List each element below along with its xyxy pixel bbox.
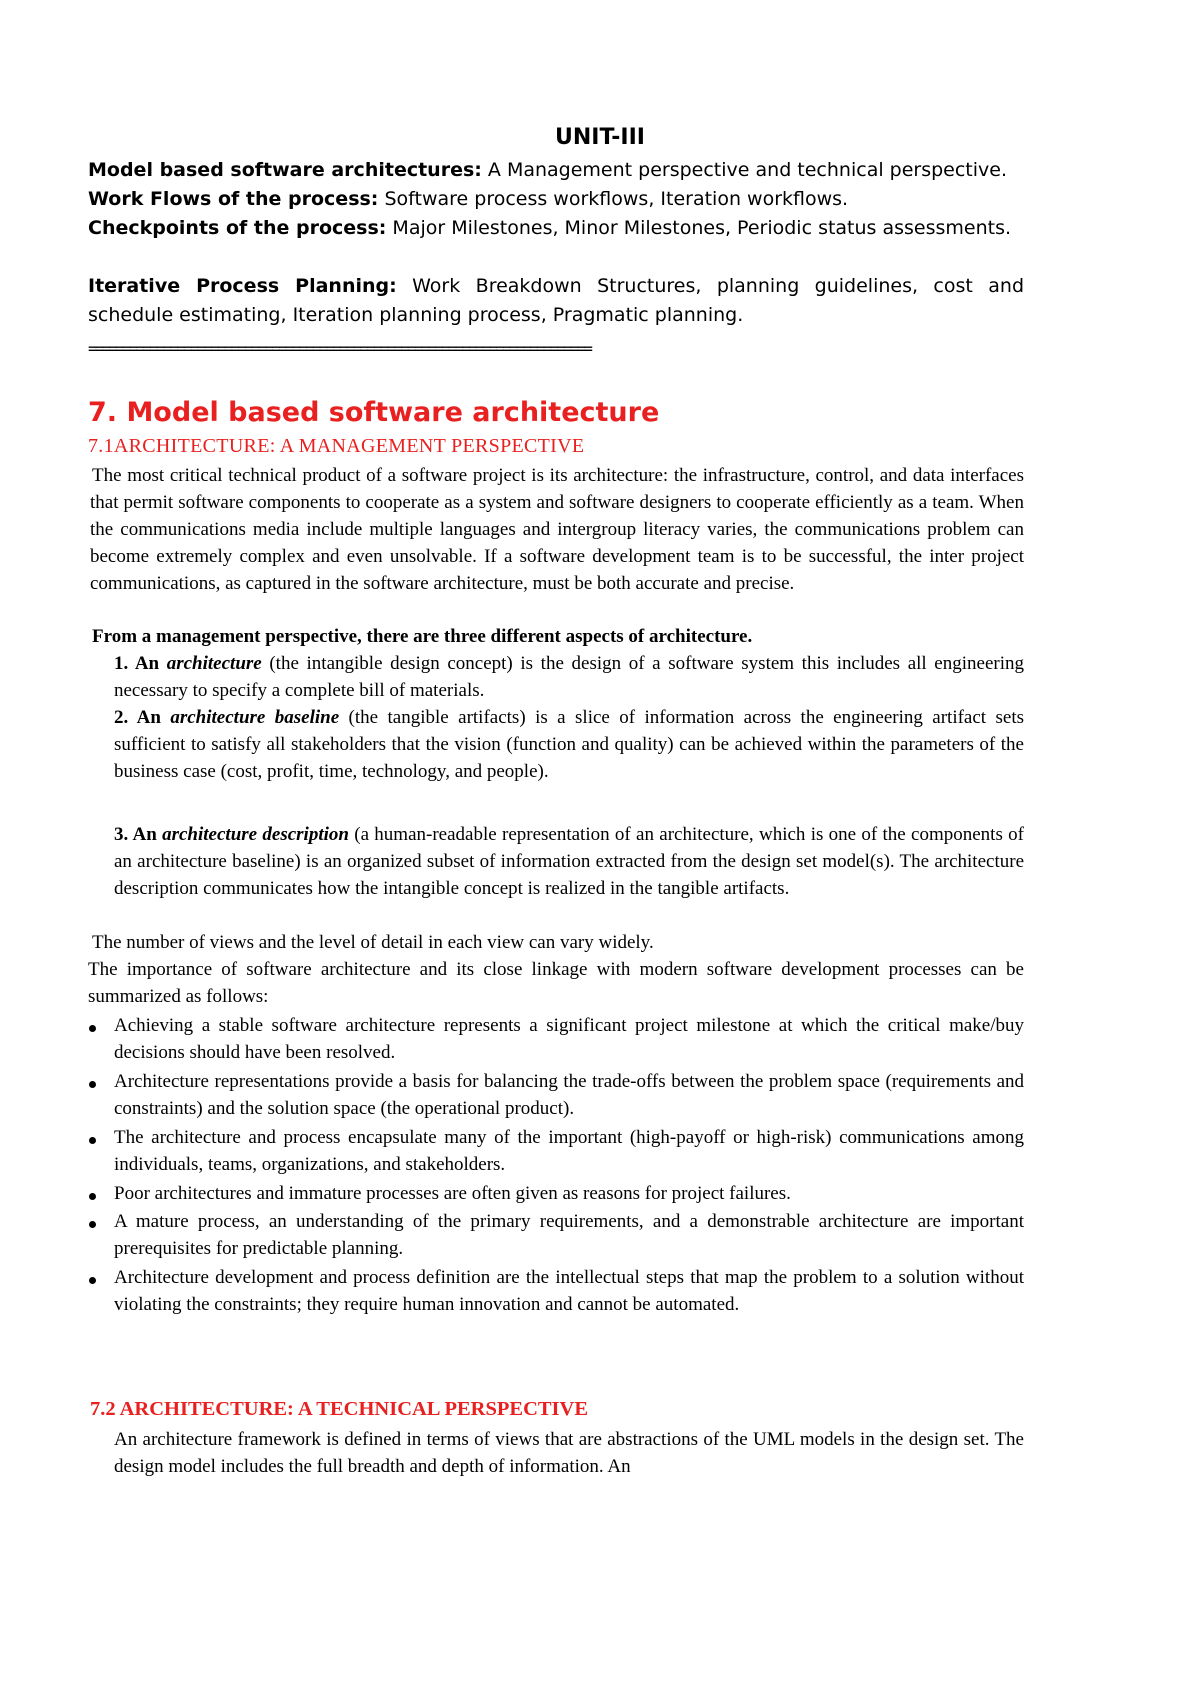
aspect-item-2 — [114, 704, 1024, 785]
bullet-dot — [88, 1221, 98, 1231]
aspect-number: 3. An — [114, 824, 163, 845]
aspect-term: architecture description — [162, 824, 349, 845]
syllabus-line-1 — [88, 156, 1024, 185]
syllabus-label: Model based software architectures: — [88, 159, 482, 181]
section-heading-7-1: 7.1ARCHITECTURE: A MANAGEMENT PERSPECTIVE — [88, 435, 585, 457]
syllabus-line-4 — [88, 272, 1024, 330]
aspect-text: (the tangible artifacts) is a slice of information across the engineering artifact sets sufficient to satisfy all stakeholders that the vision (function and quality) can be achieved within the parameters of the business case (cost, profit, time, technology, and people). — [114, 707, 1024, 782]
aspect-item-3 — [114, 821, 1024, 902]
syllabus-text: A Management perspective and technical perspective. — [481, 159, 1008, 181]
aspect-term: architecture baseline — [170, 707, 340, 728]
intro-paragraph: The most critical technical product of a software project is its architecture: the infrastructure, control, and data interfaces that permit software components to cooperate as a system and software designers to cooperate efficiently as a team. When the communications media include multiple languages and intergroup literacy varies, the communications problem can become extremely complex and even unsolvable. If a software development team is to be successful, the inter project communications, as captured in the software architecture, must be both accurate and precise. — [90, 465, 1024, 594]
bullet-dot — [88, 1081, 98, 1091]
bullet-item-3: The architecture and process encapsulate many of the important (high-payoff or high-risk) communications among individuals, teams, organizations, and stakeholders. — [114, 1127, 1024, 1175]
section-7-2-paragraph: An architecture framework is defined in terms of views that are abstractions of the UML models in the design set. The design model includes the full breadth and depth of information. An — [114, 1429, 1024, 1477]
syllabus-label: Checkpoints of the process: — [88, 217, 387, 239]
bullet-dot — [88, 1025, 98, 1035]
aspect-number: 2. An — [114, 707, 171, 728]
bullet-item-6: Architecture development and process definition are the intellectual steps that map the problem to a solution without violating the constraints; they require human innovation and cannot be automated. — [114, 1267, 1024, 1315]
aspects-heading: From a management perspective, there are three different aspects of architecture. — [92, 626, 753, 647]
bullet-dot — [88, 1137, 98, 1147]
chapter-heading: 7. Model based software architecture — [88, 397, 660, 428]
syllabus-line-3 — [88, 214, 1024, 243]
syllabus-line-2 — [88, 185, 1024, 214]
syllabus-text: Work Breakdown Structures, planning guidelines, cost and schedule estimating, Iteration planning process, Pragmatic planning. — [88, 275, 1025, 326]
views-note: The number of views and the level of detail in each view can vary widely. — [92, 932, 654, 953]
bullet-dot — [88, 1277, 98, 1287]
bullet-item-1: Achieving a stable software architecture represents a significant project milestone at which the critical make/buy decisions should have been resolved. — [114, 1015, 1024, 1063]
syllabus-label: Work Flows of the process: — [88, 188, 379, 210]
syllabus-text: Major Milestones, Minor Milestones, Periodic status assessments. — [386, 217, 1012, 239]
section-heading-7-2: 7.2 ARCHITECTURE: A TECHNICAL PERSPECTIVE — [90, 1398, 588, 1420]
aspect-text: (the intangible design concept) is the design of a software system this includes all engineering necessary to specify a complete bill of materials. — [114, 653, 1024, 701]
syllabus-label: Iterative Process Planning: — [88, 275, 397, 297]
aspect-text: (a human-readable representation of an architecture, which is one of the components of an architecture baseline) is an organized subset of information extracted from the design set model(s). The architecture description communicates how the intangible concept is realized in the tangible artifacts. — [114, 824, 1024, 899]
syllabus-text: Software process workflows, Iteration workflows. — [378, 188, 849, 210]
aspect-number: 1. An — [114, 653, 167, 674]
unit-title: UNIT-III — [555, 125, 645, 150]
bullet-item-4: Poor architectures and immature processes are often given as reasons for project failures. — [114, 1183, 791, 1204]
separator-rule: ========================================================================== — [88, 340, 591, 358]
bullet-item-2: Architecture representations provide a basis for balancing the trade-offs between the problem space (requirements and constraints) and the solution space (the operational product). — [114, 1071, 1024, 1119]
bullet-item-5: A mature process, an understanding of the primary requirements, and a demonstrable architecture are important prerequisites for predictable planning. — [114, 1211, 1024, 1259]
aspect-item-1 — [114, 650, 1024, 704]
aspect-term: architecture — [166, 653, 262, 674]
importance-paragraph: The importance of software architecture and its close linkage with modern software development processes can be summarized as follows: — [88, 959, 1024, 1007]
bullet-dot — [88, 1193, 98, 1203]
